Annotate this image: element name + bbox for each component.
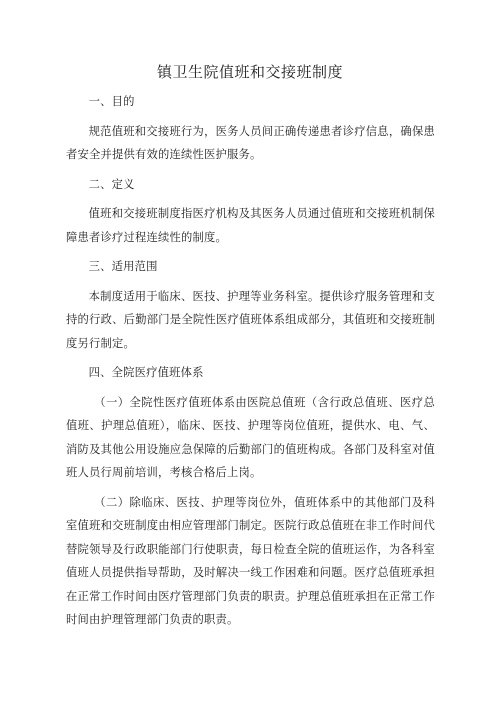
section-paragraph-duty-system-1: （一）全院性医疗值班体系由医院总值班（含行政总值班、医疗总值班、护理总值班），临床、医技、护理等岗位值班，提供水、电、气、消防及其他公用设施应急保障的后勤部门的值班构成。各部门及科室对值班人员行周前培训，考核合格后上岗。	[66, 395, 435, 479]
section-heading-scope: 三、适用范围	[88, 260, 158, 273]
section-heading-duty-system: 四、全院医疗值班体系	[88, 366, 204, 379]
section-paragraph-duty-system-2: （二）除临床、医技、护理等岗位外，值班体系中的其他部门及科室值班和交班制度由相应管理部门制定。医院行政总值班在非工作时间代替院领导及行政职能部门行使职责，每日检查全院的值班运作，为各科室值班人员提供指导帮助，及时解决一线工作困难和问题。医疗总值班承担在正常工作时间由医疗管理部门负责的职责。护理总值班承担在正常工作时间由护理管理部门负责的职责。	[66, 495, 435, 626]
document-body	[66, 90, 435, 638]
section-paragraph-scope: 本制度适用于临床、医技、护理等业务科室。提供诊疗服务管理和支持的行政、后勤部门是全院性医疗值班体系组成部分，其值班和交接班制度另行制定。	[66, 289, 435, 350]
document-title: 镇卫生院值班和交接班制度	[156, 63, 343, 81]
section-paragraph-purpose: 规范值班和交接班行为，医务人员间正确传递患者诊疗信息，确保患者安全并提供有效的连续性医护服务。	[66, 124, 435, 161]
section-heading-definition: 二、定义	[88, 177, 135, 191]
section-paragraph-definition: 值班和交接班制度指医疗机构及其医务人员通过值班和交接班机制保障患者诊疗过程连续性的制度。	[66, 207, 435, 244]
section-heading-purpose: 一、目的	[88, 95, 135, 108]
